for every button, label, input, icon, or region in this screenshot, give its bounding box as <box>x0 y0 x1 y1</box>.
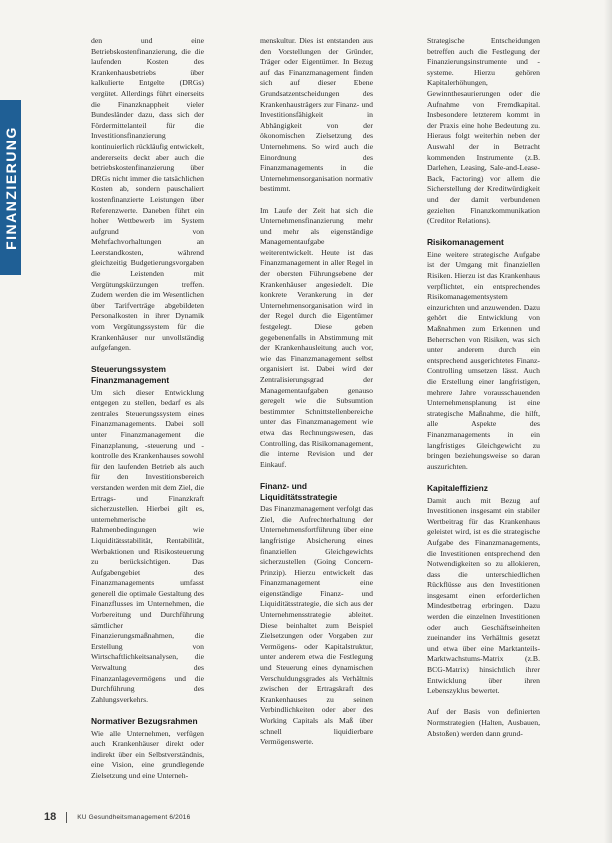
paragraph: Das Finanzmanagement verfolgt das Ziel, die Aufrechterhaltung der Unternehmensfortführung über eine langfristige Absicherung eines finanziellen Gleichgewichts sicherzustellen (Going Concern-Prinzip). Hierzu entwickelt das Finanzmanagement eine eigenständige Finanz- und Liquiditätsstrategie, die sich aus der Unternehmensstrategie ableitet. Diese beinhaltet zum Beispiel Zielsetzungen oder Vorgaben zur Vermögens- oder Kapitalstruktur, unter anderem etwa die Festlegung und Steuerung eines dynamischen Verschuldungsgrades als Verhältnis zwischen der Ertragskraft des Krankenhauses zu seinen Verbindlichkeiten oder aber des Working Capitals als Maß über schnell liquidierbare Vermögenswerte. <box>260 504 373 747</box>
paragraph: Auf der Basis von definierten Normstrategien (Halten, Ausbauen, Abstoßen) werden dann grund- <box>427 707 540 738</box>
text-column-2 <box>260 36 373 806</box>
paragraph: Strategische Entscheidungen betreffen auch die Festlegung der Finanzierungsinstrumente und -systeme. Hierzu gehören Kapitalerhöhungen, Gewinnthesaurierungen oder die Aufnahme von Fremdkapital. Insbesondere letzterem kommt in der Praxis eine hohe Bedeutung zu. Hieraus folgt weiterhin neben der Auswahl der in Betracht kommenden Instrumente (z.B. Darlehen, Leasing, Sale-and-Lease-Back, Factoring) vor allem die Sicherstellung der Kreditwürdigkeit und der damit verbundenen gezielten Finanzkommunikation (Creditor Relations). <box>427 36 540 226</box>
page-footer <box>44 810 584 824</box>
paragraph: Wie alle Unternehmen, verfügen auch Krankenhäuser direkt oder indirekt über ein Selbstverständnis, eine Vision, eine grundlegende Zielsetzung und eine Unterneh- <box>91 728 204 780</box>
subheading: Finanz- und Liquiditätsstrategie <box>260 480 338 502</box>
paragraph: Damit auch mit Bezug auf Investitionen insgesamt ein stabiler Wertbeitrag für das Krankenhaus geleistet wird, ist es die strategische Aufgabe des Finanzmanagements, die Investitionen entsprechend den Notwendigkeiten so zu allokieren, dass die unterschiedlichen Rückflüsse aus den Investitionen insgesamt einen erforderlichen Mindestbetrag erbringen. Dazu werden die einzelnen Investitionen oder auch Geschäftseinheiten zueinander ins Verhältnis gesetzt und etwa über eine Marktanteils-Marktwachstums-Matrix (z.B. BCG-Matrix) hinsichtlich ihrer Entwicklung über ihren Lebenszyklus bewertet. <box>427 495 540 696</box>
subheading: Kapitaleffizienz <box>427 482 488 493</box>
text-column-1 <box>91 36 204 806</box>
subheading: Normativer Bezugsrahmen <box>91 716 198 726</box>
publication-source: KU Gesundheitsmanagement 6/2016 <box>77 813 191 821</box>
page-number: 18 <box>44 811 57 823</box>
paragraph: den und eine Betriebskostenfinanzierung, die die laufenden Kosten des Krankenhausbetriebs über kalkulierte Entgelte (DRGs) vergütet. Allerdings führt einerseits die Finanzknappheit vieler Bundesländer dazu, dass sich der Fördermittelanteil für die Investitionsfinanzierung kontinuierlich rückläufig entwickelt, andererseits deckt aber auch die betriebskostenfinanzierung über DRGs nicht immer die tatsächlichen Kosten ab, sondern pauschaliert kostenfinanzierte Leistungen über Referenzwerte. Daneben führt ein hoher Wettbewerb im System aufgrund von Mehrfachvorhaltungen an Leerstandkosten, während gleichzeitig Budgetierungsvorgaben die Leistenden mit Vergütungskürzungen treffen. Zudem werden die im Wesentlichen über Tarifverträge abgebildeten Personalkosten in ihrer Dynamik vom Vergütungssystem für die Krankenhäuser nur unvollständig aufgefangen. <box>91 36 204 353</box>
footer-divider <box>66 812 67 823</box>
paragraph: Eine weitere strategische Aufgabe ist der Umgang mit finanziellen Risiken. Hierzu ist das Krankenhaus verpflichtet, ein entsprechendes Risikomanagementsystem einzurichten und anzuwenden. Dazu gehört die Entwicklung von Maßnahmen zum Erkennen und Beherrschen von Risiken, was sich unter anderem durch ein entsprechend ausgerichtetes Finanz-Controlling umsetzen lässt. Auch die Erstellung einer langfristigen, mehrere Jahre vorausschauenden Unternehmensplanung ist eine strategische Maßnahme, die hilft, alle Aspekte des Finanzmanagements in ein langfristiges Gleichgewicht zu bringen beziehungsweise so daran auszurichten. <box>427 249 540 471</box>
subheading: Steuerungssystem Finanzmanagement <box>91 364 170 385</box>
paragraph: Um sich dieser Entwicklung entgegen zu stellen, bedarf es als zentrales Steuerungssystem eines Finanzmanagements. Dabei soll unter Finanzmanagement die Finanzplanung, -steuerung und -kontrolle des Krankenhauses sowohl für den laufenden Betrieb als auch für den Investitionsbereich verstanden werden mit dem Ziel, die Ertrags- und Finanzkraft sicherzustellen. Hierbei gilt es, unternehmerische Rahmenbedingungen wie Liquiditätsstabilität, Rentabilität, Werbaktionen und Risikosteuerung zu berücksichtigen. Das Aufgabengebiet des Finanzmanagements umfasst generell die optimale Gestaltung des Finanzflusses im Unternehmen, die Vorbereitung und Durchführung sämtlicher Finanzierungsmaßnahmen, die Erstellung von Wirtschaftlichkeitsanalysen, die Verwaltung des Finanzanlagevermögens und die Durchführung des Zahlungsverkehrs. <box>91 387 204 704</box>
text-column-3 <box>427 36 540 806</box>
section-tab <box>0 100 21 275</box>
paragraph: Im Laufe der Zeit hat sich die Unternehmensfinanzierung mehr und mehr als eigenständige Managementaufgabe weiterentwickelt. Heute ist das Finanzmanagement in aller Regel in der obersten Führungsebene der Krankenhäuser angesiedelt. Die konkrete Verankerung in der Unternehmensorganisation wird in der Regel durch die Eigentümer festgelegt. Diese geben gegebenenfalls in Abstimmung mit der Krankenhausleitung auch vor, wie das Finanzmanagement selbst organisiert ist. Dabei wird der Zentralisierungsgrad der Managementaufgaben genauso geregelt wie die Subsumtion bestimmter Schnittstellenbereiche unter das Finanzmanagement wie etwa das Rechnungswesen, das Controlling, das Risikomanagement, die interne Revision und der Einkauf. <box>260 205 373 469</box>
section-tab-label: FINANZIERUNG <box>2 125 19 250</box>
subheading: Risikomanagement <box>427 237 504 248</box>
page-edge-shadow <box>604 0 612 843</box>
paragraph: menskultur. Dies ist entstanden aus den Vorstellungen der Gründer, Träger oder Eigentümer. In Bezug auf das Finanzmanagement finden sich auf dieser Ebene Grundsatzentscheidungen des Krankenhausträgers zur Finanz- und Investitionsfähigkeit in Abhängigkeit von der ökonomischen Zielsetzung des Unternehmens. So wird auch die Einordnung des Finanzmanagements in die Unternehmensorganisation normativ bestimmt. <box>260 36 373 194</box>
